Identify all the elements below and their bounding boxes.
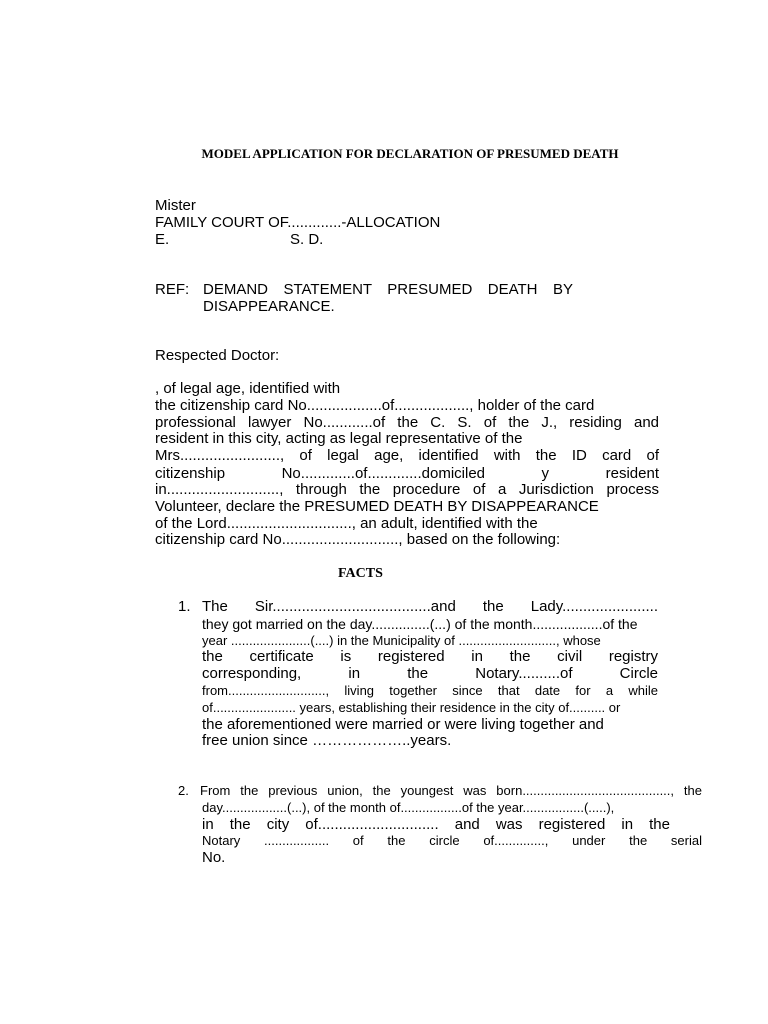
- fact-line: the certificate is registered in the civil registry: [202, 648, 658, 666]
- intro-paragraph: [155, 381, 659, 549]
- reference-line-2: DISAPPEARANCE.: [203, 298, 335, 315]
- addressee-court: FAMILY COURT OF.............-ALLOCATION: [155, 214, 441, 231]
- paragraph-line: in..........................., through the procedure of a Jurisdiction process: [155, 480, 659, 498]
- addressee-closing-left: E.: [155, 231, 170, 248]
- fact-number: 2.: [178, 783, 189, 798]
- fact-line: the aforementioned were married or were living together and: [202, 715, 604, 733]
- greeting: Respected Doctor:: [155, 347, 280, 364]
- fact-line: free union since ………………..years.: [202, 732, 452, 750]
- addressee-block: [155, 197, 440, 248]
- fact-number: 1.: [178, 598, 191, 615]
- fact-line: of....................... years, establishing their residence in the city of.......... or: [202, 699, 621, 715]
- addressee-closing: [155, 231, 440, 248]
- fact-line: they got married on the day...............(...) of the month..................of the: [202, 615, 638, 632]
- paragraph-line: citizenship card No............................, based on the following:: [155, 531, 561, 549]
- facts-heading: FACTS: [338, 566, 383, 581]
- fact-line: Notary .................. of the circle of.............., under the serial: [202, 833, 702, 849]
- fact-line: No.: [202, 849, 226, 867]
- fact-line: in the city of............................. and was registered in the: [202, 815, 670, 833]
- addressee-closing-right: S. D.: [290, 231, 324, 248]
- fact-line: day..................(...), of the month of.................of the year.................(.....),: [202, 799, 615, 815]
- reference-block: [155, 281, 575, 315]
- reference-line-1: DEMAND STATEMENT PRESUMED DEATH BY: [203, 281, 573, 298]
- fact-line: corresponding, in the Notary..........of Circle: [202, 665, 658, 683]
- paragraph-line: Volunteer, declare the PRESUMED DEATH BY DISAPPEARANCE: [155, 497, 599, 515]
- paragraph-line: , of legal age, identified with: [155, 380, 341, 397]
- fact-line: year ......................(....) in the Municipality of ..........................., whose: [202, 632, 601, 648]
- paragraph-line: citizenship No.............of.............domiciled y resident: [155, 464, 659, 482]
- fact-line: From the previous union, the youngest was born........................................., the: [200, 783, 702, 798]
- paragraph-line: of the Lord.............................., an adult, identified with the: [155, 514, 538, 532]
- reference-label: REF:: [155, 281, 190, 298]
- fact-line: The Sir......................................and the Lady.......................: [202, 598, 658, 615]
- document-title: MODEL APPLICATION FOR DECLARATION OF PRESUMED DEATH: [201, 146, 619, 161]
- fact-item-2: [178, 783, 702, 867]
- paragraph-line: Mrs........................, of legal age, identified with the ID card of: [155, 447, 659, 465]
- paragraph-line: professional lawyer No............of the C. S. of the J., residing and: [155, 413, 659, 431]
- paragraph-line: the citizenship card No..................of.................., holder of the card: [155, 396, 595, 414]
- fact-line: from..........................., living together since that date for a while: [202, 682, 658, 698]
- addressee-salutation: Mister: [155, 197, 196, 214]
- paragraph-line: resident in this city, acting as legal representative of the: [155, 430, 523, 448]
- fact-item-1: [178, 599, 658, 750]
